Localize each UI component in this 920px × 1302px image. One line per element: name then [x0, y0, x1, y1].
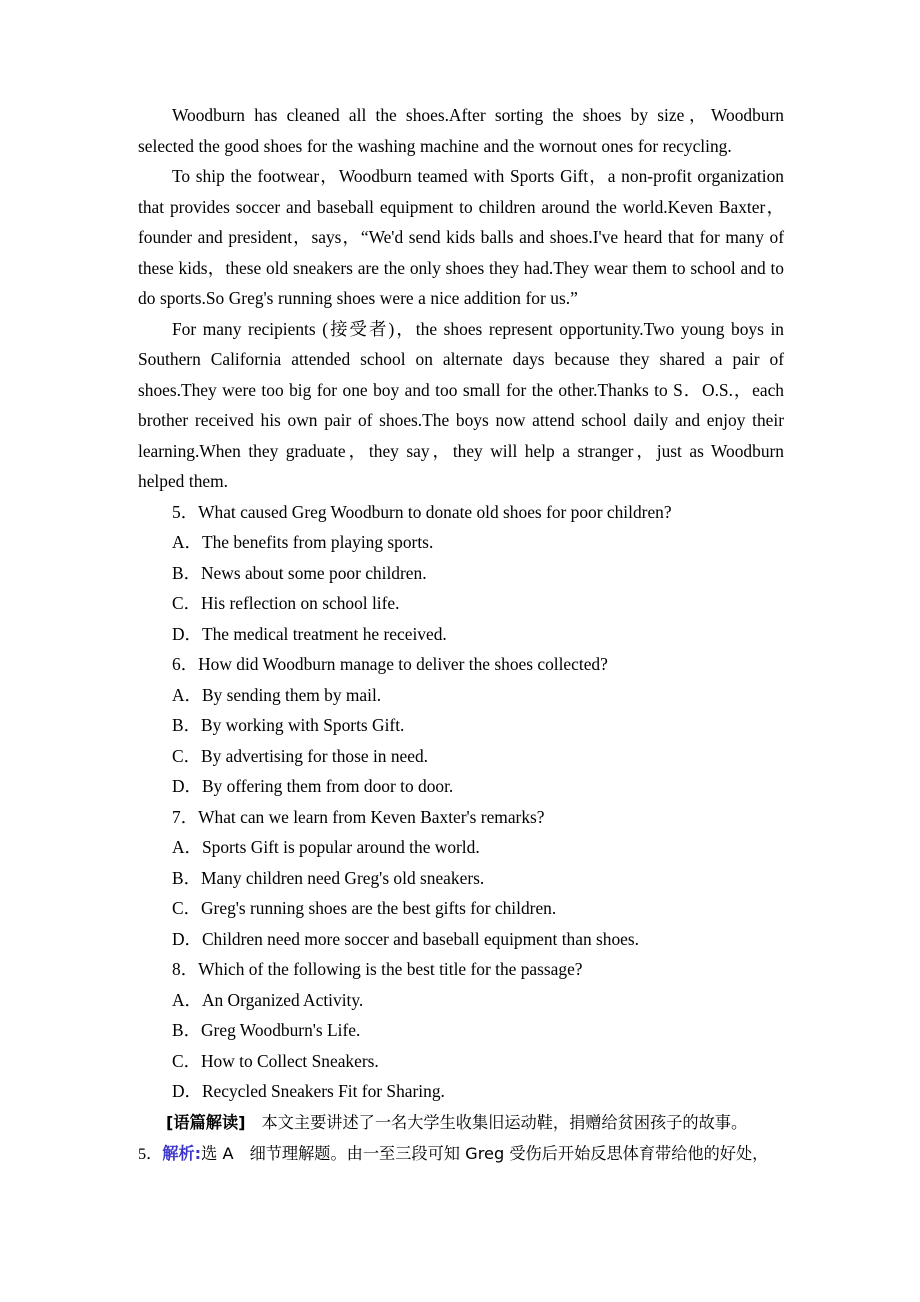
option-label-8-b: B． — [172, 1020, 201, 1040]
question-number-7: 7． — [172, 806, 199, 827]
question-block-7 — [138, 802, 784, 955]
explanation-answer-5: 选 A — [201, 1143, 234, 1163]
option-5-b[interactable] — [138, 558, 784, 589]
option-label-8-a: A． — [172, 989, 202, 1010]
question-block-5 — [138, 497, 784, 650]
option-label-5-b: B． — [172, 562, 201, 583]
option-label-7-a: A． — [172, 837, 202, 857]
option-8-a[interactable] — [138, 985, 784, 1016]
option-label-6-c: C． — [172, 745, 201, 766]
explanation-number-5: 5． — [138, 1144, 163, 1163]
question-text-5: What caused Greg Woodburn to donate old shoes for poor children? — [198, 501, 672, 522]
question-text-6: How did Woodburn manage to deliver the shoes collected? — [198, 654, 608, 674]
option-label-5-c: C． — [172, 593, 201, 613]
question-stem-5 — [138, 497, 784, 528]
option-text-6-a: By sending them by mail. — [201, 684, 382, 705]
option-text-7-d: Children need more soccer and baseball equipment than shoes. — [201, 928, 639, 949]
option-text-7-a: Sports Gift is popular around the world. — [201, 837, 480, 857]
option-text-6-c: By advertising for those in need. — [201, 745, 428, 766]
question-stem-7 — [138, 802, 784, 833]
question-block-8 — [138, 954, 784, 1107]
option-text-8-d: Recycled Sneakers Fit for Sharing. — [201, 1081, 445, 1101]
option-7-a[interactable] — [138, 832, 784, 863]
question-number-6: 6． — [172, 654, 199, 674]
option-text-7-b: Many children need Greg's old sneakers. — [201, 867, 485, 888]
option-label-6-b: B． — [172, 715, 201, 735]
option-8-c[interactable] — [138, 1046, 784, 1077]
page-content — [138, 100, 784, 1170]
option-text-5-a: The benefits from playing sports. — [201, 532, 434, 552]
option-5-a[interactable] — [138, 527, 784, 558]
option-text-8-c: How to Collect Sneakers. — [201, 1050, 379, 1071]
option-label-7-c: C． — [172, 898, 201, 918]
option-8-d[interactable] — [138, 1076, 784, 1107]
option-text-7-c: Greg's running shoes are the best gifts for children. — [201, 898, 557, 918]
option-text-5-c: His reflection on school life. — [201, 593, 400, 613]
option-text-6-b: By working with Sports Gift. — [201, 715, 405, 735]
option-5-d[interactable] — [138, 619, 784, 650]
option-6-d[interactable] — [138, 771, 784, 802]
option-label-6-a: A． — [172, 684, 202, 705]
passage-analysis-summary — [138, 1107, 784, 1138]
option-6-b[interactable] — [138, 710, 784, 741]
option-5-c[interactable] — [138, 588, 784, 619]
answer-explanation-5 — [138, 1138, 784, 1170]
option-label-7-d: D． — [172, 928, 202, 949]
explanation-text-5: 细节理解题。由一至三段可知 Greg 受伤后开始反思体育带给他的好处， — [249, 1143, 769, 1163]
question-stem-8 — [138, 954, 784, 985]
option-label-8-c: C． — [172, 1050, 201, 1071]
option-text-8-a: An Organized Activity. — [201, 989, 364, 1010]
option-8-b[interactable] — [138, 1015, 784, 1046]
option-text-5-d: The medical treatment he received. — [201, 623, 447, 644]
analysis-summary-tag: [语篇解读] — [166, 1112, 246, 1132]
option-7-b[interactable] — [138, 863, 784, 894]
option-label-5-a: A． — [172, 532, 202, 552]
option-6-a[interactable] — [138, 680, 784, 711]
option-label-6-d: D． — [172, 776, 202, 796]
question-text-7: What can we learn from Keven Baxter's remarks? — [198, 806, 545, 827]
passage-paragraph-2: To ship the footwear，Woodburn teamed with Sports Gift，a non-profit organization that provides soccer and baseball equipment to children around the world.Keven Baxter，founder and president，says，“We'd send kids balls and shoes.I've heard that for many of these kids，these old sneakers are the only shoes they had.They wear them to school and to do sports.So Greg's running shoes were a nice addition for us.” — [138, 166, 784, 308]
option-6-c[interactable] — [138, 741, 784, 772]
explanation-label-5: 解析: — [162, 1143, 202, 1163]
analysis-summary-text: 本文主要讲述了一名大学生收集旧运动鞋，捐赠给贫困孩子的故事。 — [261, 1112, 748, 1132]
passage-paragraph-3: For many recipients (接受者)，the shoes represent opportunity.Two young boys in Southern California attended school on alternate days because they shared a pair of shoes.They were too big for one boy and too small for the other.Thanks to S．O.S.，each brother received his own pair of shoes.The boys now attend school daily and enjoy their learning.When they graduate，they say，they will help a stranger，just as Woodburn helped them. — [138, 318, 784, 491]
option-text-6-d: By offering them from door to door. — [201, 776, 454, 796]
option-7-d[interactable] — [138, 924, 784, 955]
option-text-5-b: News about some poor children. — [201, 562, 427, 583]
question-number-5: 5． — [172, 501, 199, 522]
passage-paragraph-1: Woodburn has cleaned all the shoes.After sorting the shoes by size，Woodburn selected the good shoes for the washing machine and the wornout ones for recycling. — [138, 105, 784, 156]
option-label-8-d: D． — [172, 1081, 202, 1101]
question-stem-6 — [138, 649, 784, 680]
question-text-8: Which of the following is the best title for the passage? — [198, 959, 583, 979]
question-number-8: 8． — [172, 959, 199, 979]
option-label-7-b: B． — [172, 867, 201, 888]
option-text-8-b: Greg Woodburn's Life. — [201, 1020, 361, 1040]
option-label-5-d: D． — [172, 623, 202, 644]
question-block-6 — [138, 649, 784, 802]
option-7-c[interactable] — [138, 893, 784, 924]
